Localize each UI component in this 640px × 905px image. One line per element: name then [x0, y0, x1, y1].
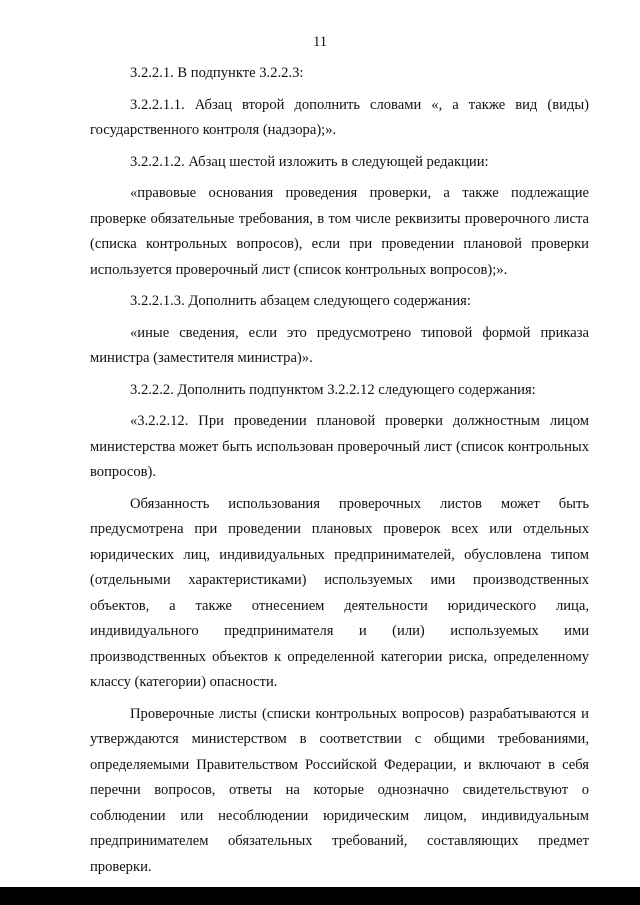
paragraph-3-2-2-1-2: 3.2.2.1.2. Абзац шестой изложить в следующей редакции: [130, 153, 489, 170]
paragraph-3-2-2-1-1: 3.2.2.1.1. Абзац второй дополнить словами «, а также вид (виды) государственного контроля (надзора);». [90, 96, 589, 138]
paragraph-other-info-quote: «иные сведения, если это предусмотрено типовой формой приказа министра (заместителя министра)». [90, 324, 589, 366]
paragraph-legal-grounds-quote: «правовые основания проведения проверки, а также подлежащие проверке обязательные требования, в том числе реквизиты проверочного листа (списка контрольных вопросов), если при проведении плановой проверки используется проверочный лист (список контрольных вопросов);». [90, 185, 589, 278]
document-body [90, 61, 589, 886]
paragraph-3-2-2-1-3: 3.2.2.1.3. Дополнить абзацем следующего содержания: [130, 293, 471, 309]
bottom-scan-bar [0, 887, 640, 905]
page-number: 11 [312, 34, 328, 50]
paragraph-3-2-2-2: 3.2.2.2. Дополнить подпунктом 3.2.2.12 следующего содержания: [130, 381, 536, 398]
paragraph-3-2-2-12: «3.2.2.12. При проведении плановой проверки должностным лицом министерства может быть использован проверочный лист (список контрольных вопросов). [90, 413, 589, 480]
paragraph-3-2-2-1: 3.2.2.1. В подпункте 3.2.2.3: [130, 65, 304, 81]
paragraph-checklist-development: Проверочные листы (списки контрольных вопросов) разрабатываются и утверждаются министерством в соответствии с общими требованиями, определяемыми Правительством Российской Федерации, и включают в себя перечни вопросов, ответы на которые однозначно свидетельствуют о соблюдении или несоблюдении юридическим лицом, индивидуальным предпринимателем обязательных требований, составляющих предмет проверки. [90, 705, 589, 875]
paragraph-checklist-obligation: Обязанность использования проверочных листов может быть предусмотрена при проведении плановых проверок всех или отдельных юридических лиц, индивидуальных предпринимателей, обусловлена типом (отдельными характеристиками) используемых ими производственных объектов, а также отнесением деятельности юридического лица, индивидуального предпринимателя и (или) используемых ими производственных объектов к определенной категории риска, определенному классу (категории) опасности. [90, 495, 589, 690]
